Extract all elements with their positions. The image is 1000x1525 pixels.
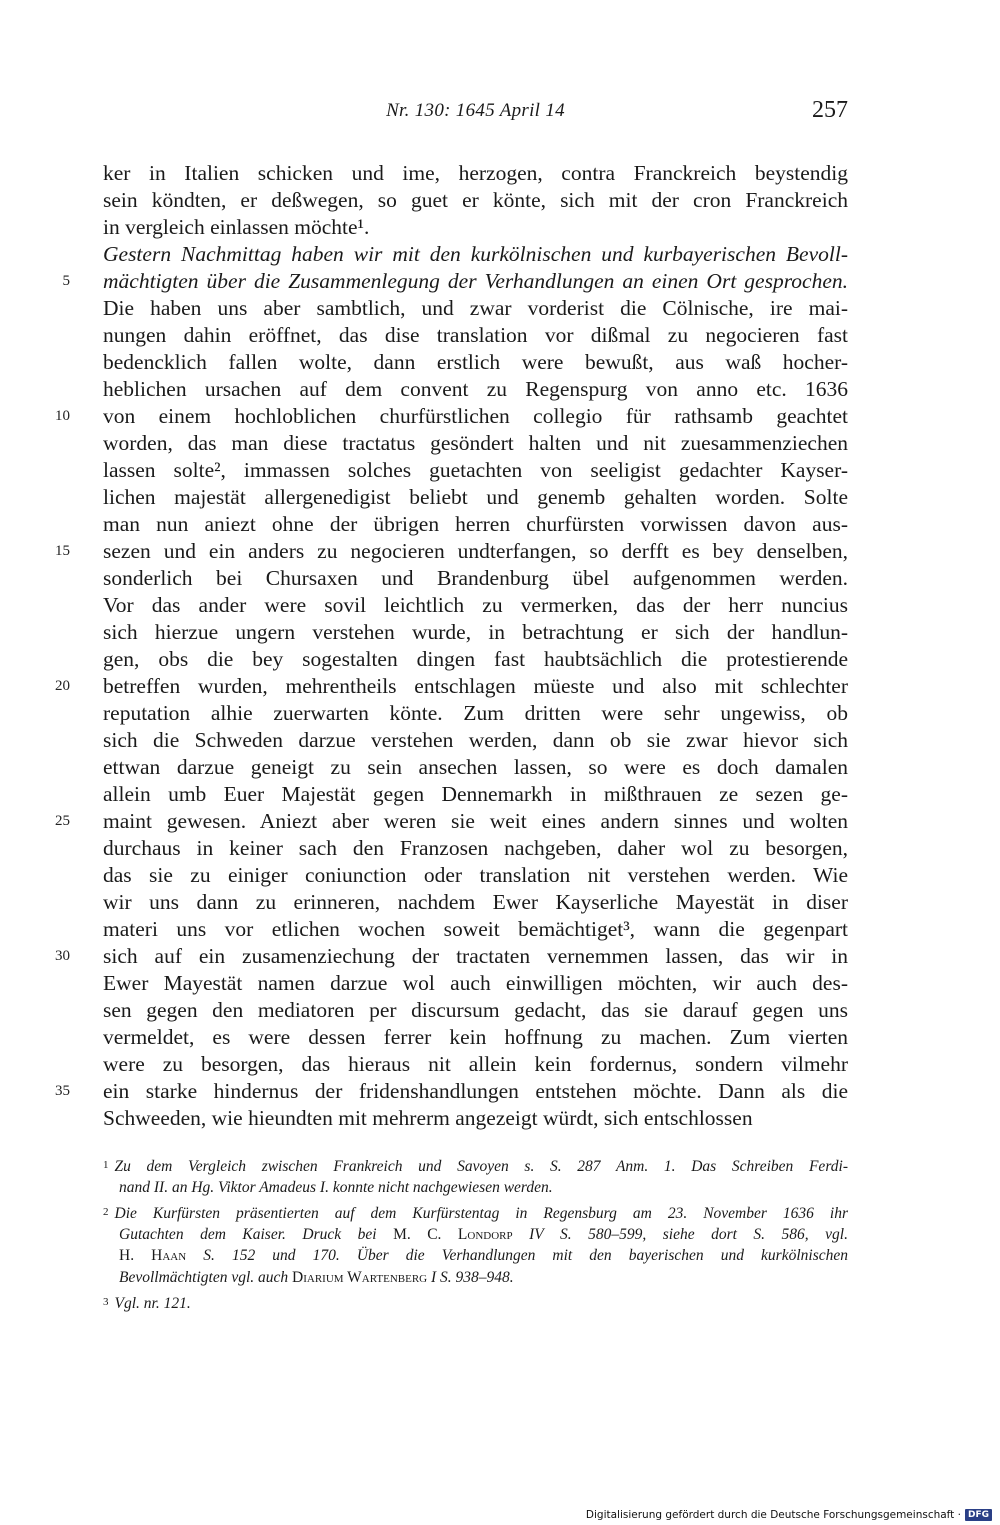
credit-text: Digitalisierung gefördert durch die Deutsche Forschungsgemeinschaft · bbox=[585, 1509, 961, 1521]
footnote-3 bbox=[103, 1292, 848, 1314]
footnote-text: Bevollmächtigten vgl. auch bbox=[119, 1268, 293, 1286]
text-line: bedencklich fallen wolte, dann erstlich were bewußt, aus waß hocher- bbox=[103, 350, 848, 374]
text-line: reputation alhie zuerwarten könte. Zum dritten were sehr ungewiss, ob bbox=[103, 701, 848, 725]
footnote-marker: 3 bbox=[103, 1296, 109, 1308]
footnote-text: Zu dem Vergleich zwischen Frankreich und Savoyen s. S. 287 Anm. 1. Das Schreiben Ferdi- bbox=[114, 1158, 848, 1175]
text-line: ker in Italien schicken und ime, herzogen, contra Franckreich beystendig bbox=[103, 161, 848, 185]
line-number: 35 bbox=[55, 1083, 70, 1099]
text-line: worden, das man diese tractatus gesöndert halten und nit zuesammenziechen bbox=[103, 431, 848, 455]
footnote-text: IV S. 580–599, siehe dort S. 586, vgl. bbox=[512, 1225, 848, 1243]
text-line: maint gewesen. Aniezt aber weren sie weit eines andern sinnes und wolten bbox=[103, 809, 848, 833]
footnote-line bbox=[103, 1267, 848, 1289]
footnote-line bbox=[103, 1202, 848, 1224]
text-line: nungen dahin eröffnet, das dise translation vor dißmal zu negocieren fast bbox=[103, 323, 848, 347]
text-line: heblichen ursachen auf dem convent zu Regenspurg von anno etc. 1636 bbox=[103, 377, 848, 401]
text-line: gen, obs die bey sogestalten dingen fast haubtsächlich die protestierende bbox=[103, 647, 848, 671]
text-line: sich die Schweden darzue verstehen werden, dann ob sie zwar hievor sich bbox=[103, 728, 848, 752]
footnote-text: Gutachten dem Kaiser. Druck bei bbox=[119, 1225, 394, 1243]
text-line: ein starke hindernus der fridenshandlungen entstehen möchte. Dann als die bbox=[103, 1079, 848, 1103]
text-line: Vor das ander were sovil leichtlich zu vermerken, das der herr nuncius bbox=[103, 593, 848, 617]
footnote-text: I S. 938–948. bbox=[427, 1268, 514, 1286]
text-line: Gestern Nachmittag haben wir mit den kurkölnischen und kurbayerischen Bevoll- bbox=[103, 242, 848, 266]
text-line: sich hierzue ungern verstehen wurde, in betrachtung er sich der handlun- bbox=[103, 620, 848, 644]
text-line: in vergleich einlassen möchte¹. bbox=[103, 215, 370, 239]
text-line: allein umb Euer Majestät gegen Dennemarkh in mißthrauen ze sezen ge- bbox=[103, 782, 848, 806]
text-line: sezen und ein anders zu negocieren undterfangen, so derfft es bey denselben, bbox=[103, 539, 848, 563]
line-number: 20 bbox=[55, 678, 70, 694]
text-line: sein köndten, er deßwegen, so guet er könte, sich mit der cron Franckreich bbox=[103, 188, 848, 212]
line-number: 30 bbox=[55, 948, 70, 964]
text-line: Ewer Mayestät namen darzue wol auch einwilligen möchten, wir auch des- bbox=[103, 971, 848, 995]
text-line: sen gegen den mediatoren per discursum gedacht, das sie darauf gegen uns bbox=[103, 998, 848, 1022]
footnote-text: Vgl. nr. 121. bbox=[114, 1295, 191, 1312]
text-line: das sie zu einiger coniunction oder translation nit verstehen werden. Wie bbox=[103, 863, 848, 887]
footnote-line bbox=[103, 1177, 848, 1199]
footnote-line bbox=[103, 1224, 848, 1246]
page-header bbox=[103, 97, 848, 130]
line-number: 5 bbox=[62, 273, 70, 289]
text-line: man nun aniezt ohne der übrigen herren churfürsten vorwissen davon aus- bbox=[103, 512, 848, 536]
footnote-marker: 1 bbox=[103, 1159, 109, 1171]
source-title: Diarium Wartenberg bbox=[292, 1268, 428, 1286]
text-line: vermeldet, es were dessen ferrer kein hoffnung zu machen. Zum vierten bbox=[103, 1025, 848, 1049]
page-number: 257 bbox=[812, 97, 848, 123]
line-number: 25 bbox=[55, 813, 70, 829]
text-line: materi uns vor etlichen wochen soweit bemächtiget³, wann die gegenpart bbox=[103, 917, 848, 941]
footnotes bbox=[103, 1155, 848, 1318]
text-line: mächtigten über die Zusammenlegung der Verhandlungen an einen Ort gesprochen. bbox=[103, 269, 848, 293]
footnote-marker: 2 bbox=[103, 1206, 109, 1218]
author-name: H. Haan bbox=[119, 1247, 187, 1264]
line-number: 10 bbox=[55, 408, 70, 424]
digitization-credit bbox=[586, 1509, 992, 1521]
text-line: lichen majestät allergenedigist beliebt und genemb gehalten worden. Solte bbox=[103, 485, 848, 509]
author-name: M. C. Londorp bbox=[393, 1225, 513, 1243]
text-line: sich auf ein zusamenziechung der tractaten vernemmen lassen, das wir in bbox=[103, 944, 848, 968]
footnote-text: S. 152 und 170. Über die Verhandlungen mit den bayerischen und kurkölnischen bbox=[186, 1247, 848, 1264]
footnote-line bbox=[103, 1245, 848, 1267]
footnote-line bbox=[103, 1155, 848, 1177]
text-line: sonderlich bei Chursaxen und Brandenburg übel aufgenommen werden. bbox=[103, 566, 848, 590]
text-line: lassen solte², immassen solches guetachten von seeligist gedachter Kayser- bbox=[103, 458, 848, 482]
text-line: were zu besorgen, das hieraus nit allein kein fordernus, sondern vilmehr bbox=[103, 1052, 848, 1076]
text-line: Die haben uns aber sambtlich, und zwar vorderist die Cölnische, ire mai- bbox=[103, 296, 848, 320]
text-line: von einem hochloblichen churfürstlichen collegio für rathsamb geachtet bbox=[103, 404, 848, 428]
text-line: ettwan darzue geneigt zu sein ansechen lassen, so were es doch damalen bbox=[103, 755, 848, 779]
text-line: Schweeden, wie hieundten mit mehrerm angezeigt würdt, sich entschlossen bbox=[103, 1106, 753, 1130]
footnote-line bbox=[103, 1292, 848, 1314]
footnote-text: Die Kurfürsten präsentierten auf dem Kurfürstentag in Regensburg am 23. November 1636 ihr bbox=[114, 1205, 848, 1222]
line-number: 15 bbox=[55, 543, 70, 559]
text-line: durchaus in keiner sach den Franzosen nachgeben, daher wol zu besorgen, bbox=[103, 836, 848, 860]
footnote-1 bbox=[103, 1155, 848, 1198]
footnote-2 bbox=[103, 1202, 848, 1288]
dfg-logo: DFG bbox=[965, 1509, 992, 1521]
text-line: betreffen wurden, mehrentheils entschlagen müeste und also mit schlechter bbox=[103, 674, 848, 698]
footnote-text: nand II. an Hg. Viktor Amadeus I. konnte nicht nachgewiesen werden. bbox=[119, 1178, 553, 1196]
running-head: Nr. 130: 1645 April 14 bbox=[386, 100, 565, 121]
text-line: wir uns dann zu erinneren, nachdem Ewer Kayserliche Mayestät in diser bbox=[103, 890, 848, 914]
